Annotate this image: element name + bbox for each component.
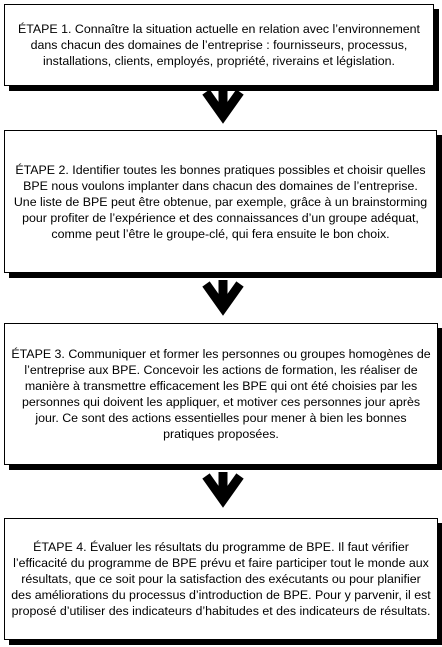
down-arrow-icon [200,88,246,124]
down-arrow-icon [200,472,246,508]
step-2-text: ÉTAPE 2. Identifier toutes les bonnes pratiques possibles et choisir quelles BPE nous voulons implanter dans chacun des domaines de l’entreprise. Une liste de BPE peut être obtenue, par exemple, grâce à un brainstorming pour profiter de l’expérience et des connaissances d’un groupe adéquat, comme peut l’être le groupe-clé, qui fera ensuite le bon choix. [13,162,428,241]
step-4-text: ÉTAPE 4. Évaluer les résultats du programme de BPE. Il faut vérifier l’efficacité du programme de BPE prévu et faire participer tout le monde aux résultats, que ce soit pour la satisfaction des exécutants ou pour planifier des améliorations du processus d’introduction de BPE. Pour y parvenir, il est proposé d’utiliser des indicateurs d’habitudes et des indicateurs de résultats. [11,540,431,618]
step-2-box [4,130,437,273]
step-1-box [4,4,434,86]
down-arrow-icon [200,280,246,316]
step-3-box [4,323,438,465]
step-1-text: ÉTAPE 1. Connaître la situation actuelle en relation avec l’environnement dans chacun des domaines de l’entreprise : fournisseurs, processus, installations, clients, employés, propriété, riverains et législation. [17,22,420,68]
step-4-box [4,518,438,640]
step-3-text: ÉTAPE 3. Communiquer et former les personnes ou groupes homogènes de l’entreprise aux BPE. Concevoir les actions de formation, les réaliser de manière à transmettre efficacement les BPE qui ont été choisies par les personnes qui doivent les appliquer, et motiver ces personnes jour après jour. Ce sont des actions essentielles pour mener à bien les bonnes pratiques proposées. [11,347,431,441]
